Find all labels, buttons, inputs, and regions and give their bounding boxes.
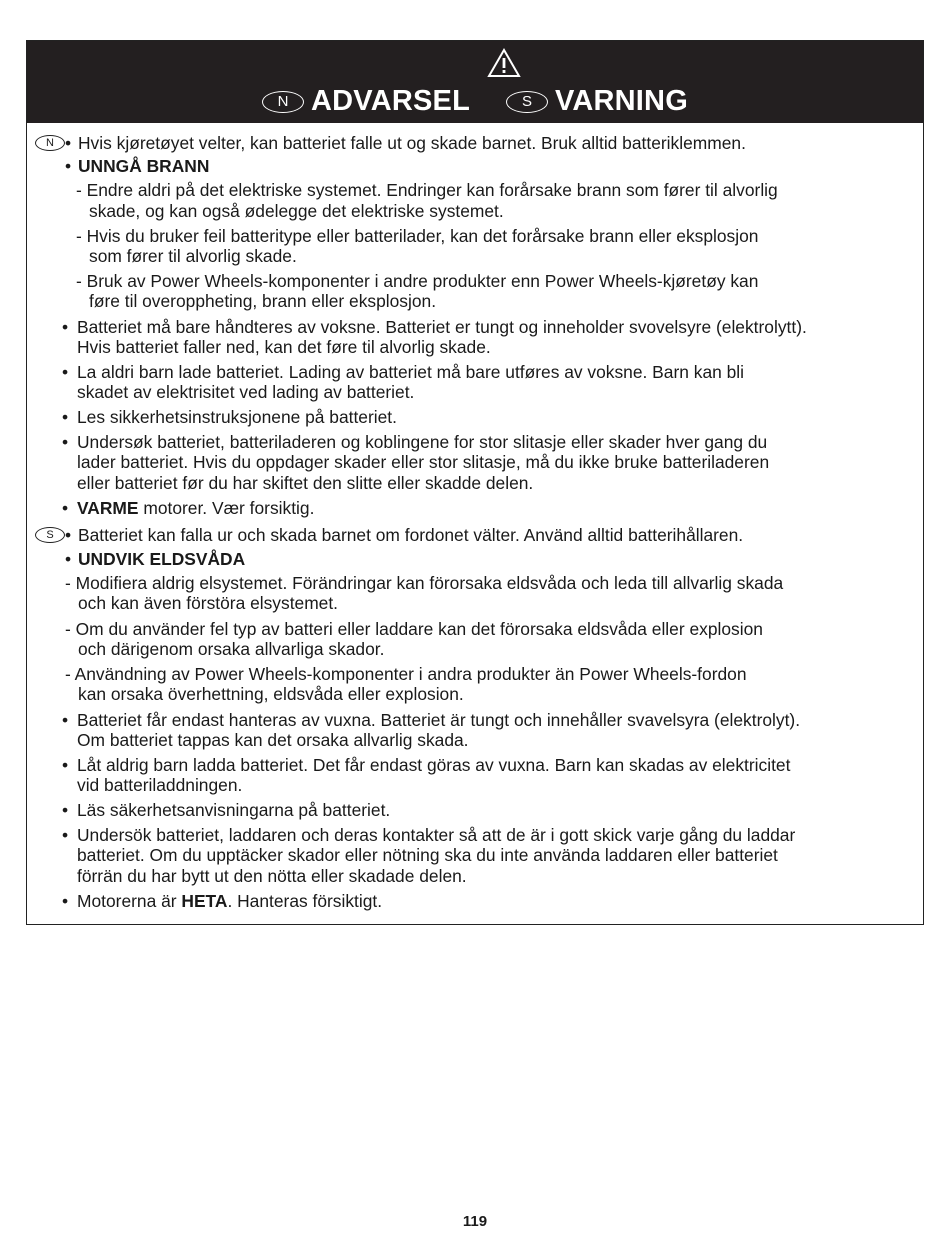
bullet: •	[62, 755, 69, 775]
swedish-last-bold: HETA	[181, 891, 228, 911]
norwegian-fire-item-3-line-1: - Bruk av Power Wheels-komponenter i andre produkter enn Power Wheels-kjøretøy kan	[76, 271, 759, 291]
norwegian-bullet-4-line-2: lader batteriet. Hvis du oppdager skader eller stor slitasje, må du ikke bruke batteriladeren	[77, 452, 770, 472]
norwegian-intro: Hvis kjøretøyet velter, kan batteriet falle ut og skade barnet. Bruk alltid batteriklemmen.	[78, 133, 746, 153]
norwegian-bullet-2-line-1: La aldri barn lade batteriet. Lading av batteriet må bare utføres av voksne. Barn kan bli	[77, 362, 745, 382]
norwegian-bullet-2-line-2: skadet av elektrisitet ved lading av batteriet.	[77, 382, 415, 402]
norwegian-last-rest: motorer. Vær forsiktig.	[138, 498, 315, 518]
header-title-norwegian: ADVARSEL	[311, 85, 470, 117]
norwegian-bullet-1-line-1: Batteriet må bare håndteres av voksne. Batteriet er tungt og inneholder svovelsyre (elektrolytt).	[77, 317, 807, 337]
bullet: •	[62, 710, 69, 730]
swedish-last-rest: . Hanteras försiktigt.	[227, 891, 383, 911]
bullet: •	[62, 362, 69, 382]
bullet: •	[62, 825, 69, 845]
bullet: •	[62, 498, 69, 518]
bullet: •	[65, 525, 72, 545]
norwegian-fire-item-3-line-2: føre til overoppheting, brann eller eksplosjon.	[89, 291, 437, 311]
swedish-bullet-1-line-2: Om batteriet tappas kan det orsaka allvarlig skada.	[77, 730, 469, 750]
language-badge-s: S	[506, 91, 548, 113]
header-norwegian	[262, 85, 470, 118]
bullet: •	[62, 317, 69, 337]
swedish-bullet-4-line-2: batteriet. Om du upptäcker skador eller nötning ska du inte använda laddaren eller batteriet	[77, 845, 778, 865]
norwegian-bullet-4-line-3: eller batteriet før du har skiftet den slitte eller skadde delen.	[77, 473, 534, 493]
bullet: •	[65, 133, 72, 153]
norwegian-fire-item-2-line-1: - Hvis du bruker feil batteritype eller batterilader, kan det forårsake brann eller eksplosjon	[76, 226, 759, 246]
swedish-fire-item-1-line-2: och kan även förstöra elsystemet.	[78, 593, 339, 613]
language-badge-n: N	[262, 91, 304, 113]
bullet: •	[62, 891, 69, 911]
swedish-fire-item-3-line-2: kan orsaka överhettning, eldsvåda eller explosion.	[78, 684, 464, 704]
norwegian-last-bullet	[77, 498, 314, 519]
warning-header	[27, 41, 923, 123]
swedish-last-bullet	[77, 891, 382, 912]
norwegian-last-bold: VARME	[77, 498, 139, 518]
warning-triangle-icon	[487, 48, 521, 78]
norwegian-bullet-1-line-2: Hvis batteriet faller ned, kan det føre til alvorlig skade.	[77, 337, 491, 357]
swedish-bullet-2-line-1: Låt aldrig barn ladda batteriet. Det får endast göras av vuxna. Barn kan skadas av elektricitet	[77, 755, 791, 775]
section-badge-n: N	[35, 135, 65, 151]
warning-box	[26, 40, 924, 925]
header-swedish	[506, 85, 688, 118]
norwegian-fire-item-1-line-1: - Endre aldri på det elektriske systemet. Endringer kan forårsake brann som fører til alvorlig	[76, 180, 778, 200]
swedish-fire-item-1-line-1: - Modifiera aldrig elsystemet. Förändringar kan förorsaka eldsvåda och leda till allvarlig skada	[65, 573, 784, 593]
swedish-bullet-2-line-2: vid batteriladdningen.	[77, 775, 243, 795]
bullet: •	[62, 800, 69, 820]
swedish-fire-heading: UNDVIK ELDSVÅDA	[78, 549, 246, 569]
norwegian-fire-item-2-line-2: som fører til alvorlig skade.	[89, 246, 297, 266]
norwegian-fire-item-1-line-2: skade, og kan også ødelegge det elektriske systemet.	[89, 201, 504, 221]
swedish-fire-item-2-line-2: och därigenom orsaka allvarliga skador.	[78, 639, 385, 659]
swedish-fire-item-3-line-1: - Användning av Power Wheels-komponenter i andra produkter än Power Wheels-fordon	[65, 664, 747, 684]
norwegian-fire-heading: UNNGÅ BRANN	[78, 156, 210, 176]
swedish-bullet-4-line-1: Undersök batteriet, laddaren och deras kontakter så att de är i gott skick varje gång du laddar	[77, 825, 796, 845]
swedish-bullet-4-line-3: förrän du har bytt ut den nötta eller skadade delen.	[77, 866, 467, 886]
swedish-bullet-3: Läs säkerhetsanvisningarna på batteriet.	[77, 800, 391, 820]
bullet: •	[65, 156, 72, 176]
bullet: •	[65, 549, 72, 569]
header-title-swedish: VARNING	[554, 85, 688, 117]
swedish-bullet-1-line-1: Batteriet får endast hanteras av vuxna. Batteriet är tungt och innehåller svavelsyra (elektrolyt).	[77, 710, 801, 730]
swedish-fire-item-2-line-1: - Om du använder fel typ av batteri eller laddare kan det förorsaka eldsvåda eller explosion	[65, 619, 763, 639]
norwegian-bullet-4-line-1: Undersøk batteriet, batteriladeren og koblingene for stor slitasje eller skader hver gang du	[77, 432, 768, 452]
section-badge-s: S	[35, 527, 65, 543]
page-number: 119	[462, 1213, 488, 1230]
swedish-last-pre: Motorerna är	[77, 891, 182, 911]
norwegian-bullet-3: Les sikkerhetsinstruksjonene på batteriet.	[77, 407, 397, 427]
bullet: •	[62, 407, 69, 427]
swedish-intro: Batteriet kan falla ur och skada barnet om fordonet välter. Använd alltid batterihållaren.	[78, 525, 744, 545]
bullet: •	[62, 432, 69, 452]
